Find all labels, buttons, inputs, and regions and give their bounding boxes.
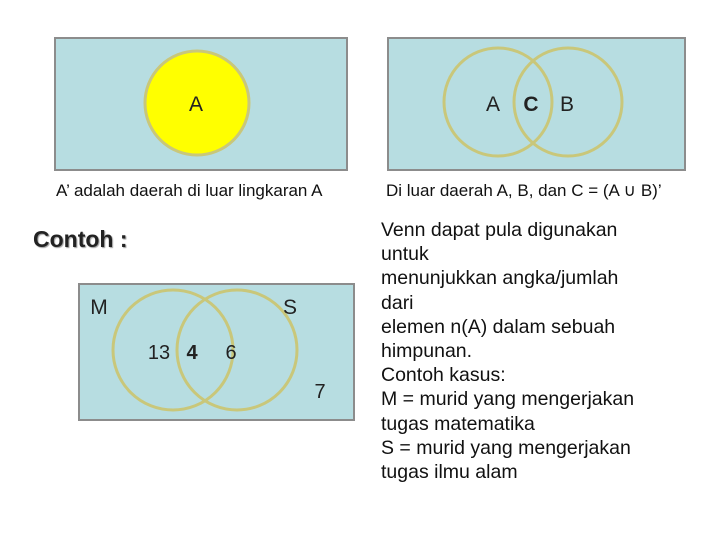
universe-rect-3 — [79, 284, 354, 420]
explanation-line: tugas matematika — [381, 412, 535, 435]
set-b-label-2: B — [559, 93, 575, 116]
intersection-value: 4 — [186, 342, 198, 364]
explanation-line: elemen n(A) dalam sebuah — [381, 315, 616, 338]
explanation-line: himpunan. — [381, 340, 473, 363]
set-c-label-2: C — [523, 93, 539, 116]
explanation-text — [381, 218, 711, 484]
explanation-line: Venn dapat pula digunakan — [381, 219, 618, 241]
caption-union-complement: Di luar daerah A, B, dan C = (A ∪ B)’ — [386, 181, 662, 200]
caption-complement: A’ adalah daerah di luar lingkaran A — [56, 181, 323, 200]
explanation-line: menunjukkan angka/jumlah — [381, 267, 619, 290]
explanation-line: S = murid yang mengerjakan — [381, 436, 631, 459]
outside-value: 7 — [314, 381, 326, 403]
venn-diagram-union — [388, 38, 685, 170]
m-only-value: 13 — [147, 342, 171, 364]
explanation-line: untuk — [381, 243, 429, 266]
set-m-label: M — [90, 296, 108, 319]
venn-diagram-example — [79, 284, 354, 420]
set-s-label: S — [282, 296, 298, 319]
explanation-line: tugas ilmu alam — [381, 461, 518, 484]
explanation-line: M = murid yang mengerjakan — [381, 388, 635, 411]
venn-diagram-complement — [55, 38, 347, 170]
set-a-label-2: A — [485, 93, 501, 116]
s-only-value: 6 — [225, 342, 237, 364]
explanation-line: dari — [381, 291, 414, 314]
explanation-line: Contoh kasus: — [381, 364, 506, 387]
set-a-label-1: A — [188, 93, 204, 116]
example-title: Contoh : — [33, 226, 128, 252]
